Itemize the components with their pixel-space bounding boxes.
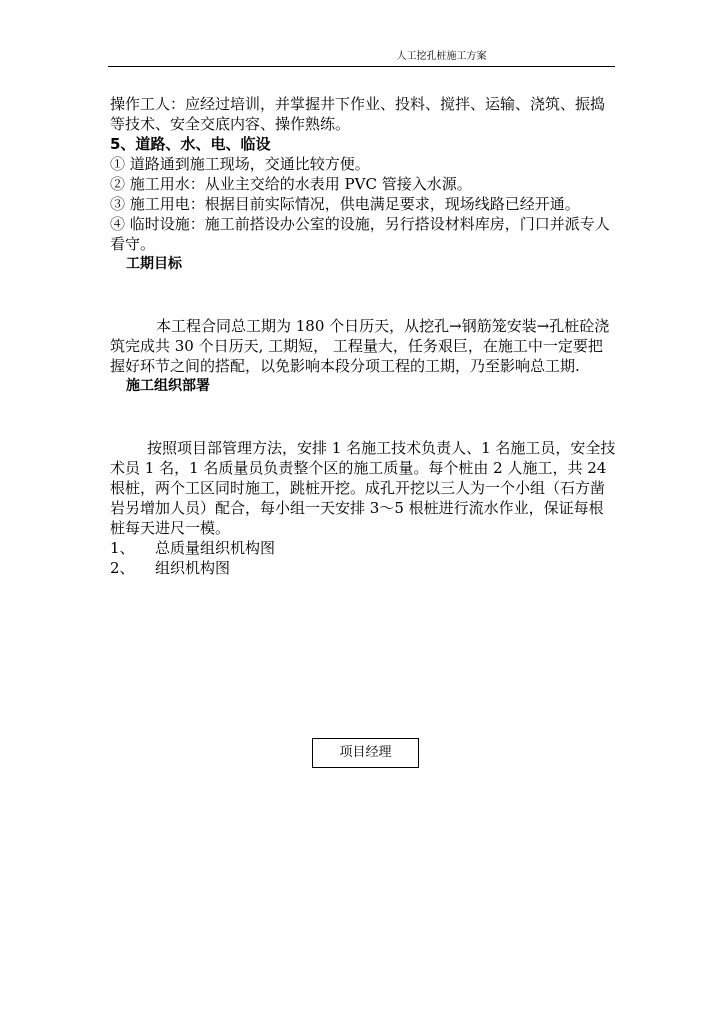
section5-item-2: ② 施工用水：从业主交给的水表用 PVC 管接入水源。	[110, 175, 472, 193]
spacer	[110, 396, 616, 438]
page-header	[108, 50, 615, 67]
section5-item-3: ③ 施工用电：根据目前实际情况，供电满足要求，现场线路已经开通。	[110, 195, 580, 213]
list-number: 1、	[110, 539, 135, 557]
list-item	[110, 538, 616, 558]
schedule-heading: 工期目标	[126, 256, 182, 272]
list-item	[110, 558, 616, 578]
section5-item-1: ① 道路通到施工现场，交通比较方便。	[110, 155, 370, 173]
list-number: 2、	[110, 559, 135, 577]
intro-paragraph: 操作工人：应经过培训，并掌握井下作业、投料、搅拌、运输、浇筑、振捣等技术、安全交底内容、操作熟练。	[110, 95, 606, 133]
section5-item-4: ④ 临时设施：施工前搭设办公室的设施，另行搭设材料库房，门口并派专人看守。	[110, 215, 610, 253]
organization-paragraph: 按照项目部管理方法，安排 1 名施工技术负责人、1 名施工员，安全技术员 1 名，1 名质量员负责整个区的施工质量。每个桩由 2 人施工，共 24 根桩，两个工区同时施工，跳桩开挖。成孔开挖以三人为一个小组（石方凿岩另增加人员）配合，每小组一天安排 3～5 根桩进行流水作业，保证每根桩每天进尺一模。	[110, 439, 616, 537]
organization-heading: 施工组织部署	[126, 378, 210, 394]
spacer	[110, 274, 616, 316]
list-text: 总质量组织机构图	[155, 539, 276, 557]
org-chart-box-project-manager: 项目经理	[312, 738, 419, 768]
document-body	[110, 94, 616, 578]
section5-heading: 5、道路、水、电、临设	[110, 135, 271, 153]
list-text: 组织机构图	[155, 559, 231, 577]
schedule-paragraph: 本工程合同总工期为 180 个日历天，从挖孔→钢筋笼安装→孔桩砼浇筑完成共 30 个日历天, 工期短， 工程量大，任务艰巨，在施工中一定要把握好环节之间的搭配，以免影响本段分项工程的工期，乃至影响总工期.	[110, 317, 610, 375]
header-title: 人工挖孔桩施工方案	[396, 51, 487, 62]
